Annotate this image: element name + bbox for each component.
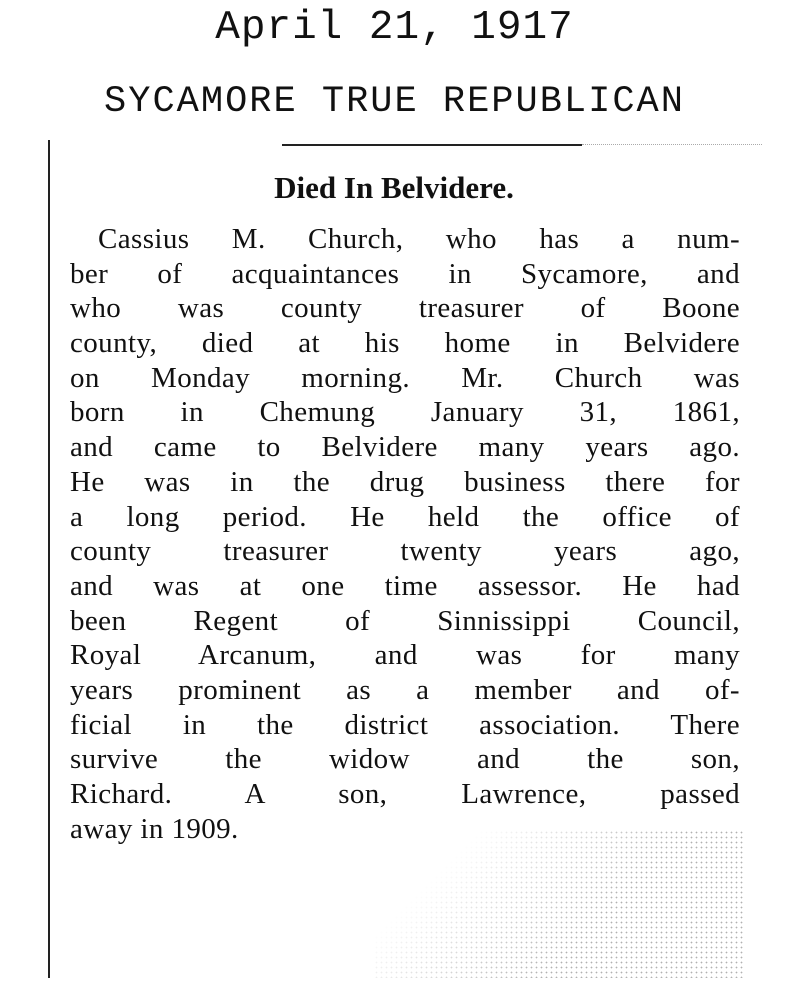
article-line: county treasurer twenty years ago, — [70, 535, 740, 568]
article-line: Richard. A son, Lawrence, passed — [70, 778, 740, 810]
article-line: on Monday morning. Mr. Church was — [70, 361, 740, 394]
article-line: and was at one time assessor. He had — [70, 569, 740, 602]
article-line: Cassius M. Church, who has a num- — [98, 223, 740, 255]
article-line: and came to Belvidere many years ago. — [70, 431, 740, 464]
article-line: Royal Arcanum, and was for many — [70, 639, 740, 672]
article-line: born in Chemung January 31, 1861, — [70, 396, 740, 429]
article-line: county, died at his home in Belvidere — [70, 327, 740, 360]
column-rule — [48, 140, 50, 978]
article-line: He was in the drug business there for — [70, 465, 740, 498]
top-divider — [282, 144, 582, 146]
article-body — [70, 222, 740, 846]
article-line: ficial in the district association. There — [70, 708, 740, 741]
newspaper-clipping — [44, 140, 744, 978]
article-line: years prominent as a member and of- — [70, 673, 740, 706]
article-line: a long period. He held the office of — [70, 500, 740, 533]
newspaper-name: SYCAMORE TRUE REPUBLICAN — [104, 81, 685, 123]
article-line: ber of acquaintances in Sycamore, and — [70, 257, 740, 290]
article-line: survive the widow and the son, — [70, 743, 740, 776]
scan-noise — [374, 830, 744, 978]
article-line: who was county treasurer of Boone — [70, 292, 740, 325]
article-line: been Regent of Sinnissippi Council, — [70, 604, 740, 637]
top-divider-faint — [582, 144, 762, 145]
article-line: away in 1909. — [70, 812, 239, 845]
clipping-date: April 21, 1917 — [215, 5, 574, 51]
article-headline: Died In Belvidere. — [274, 170, 514, 205]
